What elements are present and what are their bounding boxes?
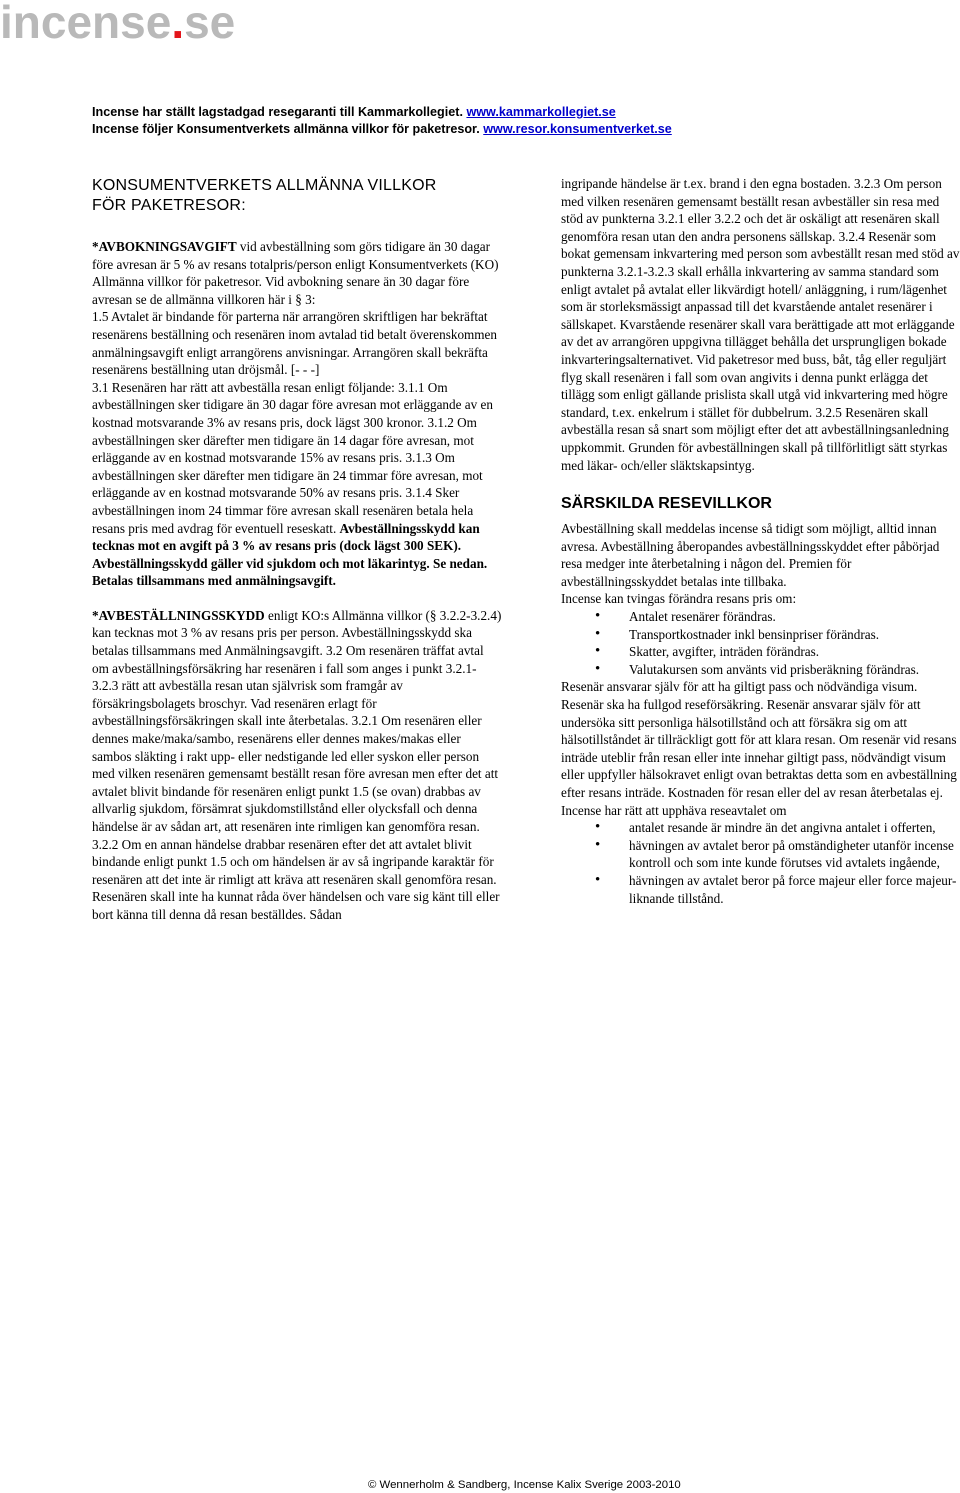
logo-dot: . <box>171 0 185 48</box>
copyright-footer: © Wennerholm & Sandberg, Incense Kalix Sverige 2003-2010 <box>368 1479 681 1491</box>
konsumentverket-text: Incense följer Konsumentverkets allmänna villkor för paketresor. <box>92 122 484 136</box>
paragraph-1-5: 1.5 Avtalet är bindande för parterna när arrangören skriftligen har bekräftat resenärens beställning och resenären inom avtalad tid betalt överenskommen anmälningsavgift enligt arrangörens anvisningar. Arrangören skall bekräfta resenärens beställning utan dröjsmål. [- - -] <box>92 309 498 378</box>
continued-paragraph: ingripande händelse är t.ex. brand i den egna bostaden. 3.2.3 Om person med vilken resenären gemensamt beställt resan avbeställer sin resa med stöd av punkterna 3.2.1 eller 3.2.2 och det är oskäligt att resenären skall genomföra resan utan den andra personens sällskap. 3.2.4 Resenär som bokat gemensam inkvartering med person som avbeställt resan med stöd av punkterna 3.2.1-3.2.3 skall erhålla inkvartering av samma standard som enligt avtalet på avtalat eller likvärdigt hotell/ anläggning, i rum/lägenhet som är storleksmässigt anpassad till det kvarstående antalet resenärer i sällskapet. Kvarstående resenärer skall vara berättigade att mot erläggande av det av arrangören uppgivna tillägget behålla det ursprungligen bokade inkvarteringsalternativet. Vid paketresor med buss, båt, tåg eller reguljärt flyg skall resenären i fall som ovan angivits i denna punkt erlägga det tillägg som enligt gällande prislista skall utgå vid inkvartering med högre standard, t.ex. enkelrum i stället för dubbelrum. 3.2.5 Resenären skall avbeställa resan så snart som möjligt efter det att avbeställningsanledning uppkommit. Grunden för avbeställningen skall på tillförlitligt sätt styrkas med läkar- och/eller släktskapsintyg. <box>561 176 960 473</box>
spacer <box>92 590 502 607</box>
paragraph-3-1 <box>92 379 502 590</box>
price-change-list <box>561 608 960 678</box>
resegaranti-text: Incense har ställt lagstadgad resegaranti till Kammarkollegiet. <box>92 105 467 119</box>
list-item: • hävningen av avtalet beror på force majeur eller force majeur- liknande tillstånd. <box>629 872 960 907</box>
list-item: • Transportkostnader inkl bensinpriser förändras. <box>629 626 960 644</box>
list-item: • hävningen av avtalet beror på omständigheter utanför incense kontroll och som inte kunde förutses vid avtalets ingående, <box>629 837 960 872</box>
konsumentverket-line <box>92 121 912 138</box>
avbokningsavgift-heading: *AVBOKNINGSAVGIFT <box>92 239 237 254</box>
logo-part2: se <box>184 0 236 48</box>
list-item: • Valutakursen som använts vid prisberäkning förändras. <box>629 661 960 679</box>
upphava-intro: Incense har rätt att upphäva reseavtalet om <box>561 802 787 818</box>
resegaranti-line <box>92 104 912 121</box>
left-column <box>92 176 502 924</box>
avbestallningsskydd-text: enligt KO:s Allmänna villkor (§ 3.2.2-3.2.4) kan tecknas mot 3 % av resans pris per person. Avbeställningsskydd ska betalas tillsammans med Anmälningsavgift. 3.2 Om resenären träffat avtal om avbeställningsförsäkring har resenären i fall som anges i punkt 3.2.1-3.2.3 rätt att avbeställa resan utan självrisk som framgår av försäkringsbolagets broschyr. Vad resenären erlagt för avbeställningsförsäkringen skall inte återbetalas. 3.2.1 Om resenären eller dennes make/maka/sambo, resenärens eller dennes makes/makas eller sambos släkting i rakt upp- eller nedstigande led eller syskon eller person med vilken resenären gemensamt beställt resan före avresan men efter det att avtalet blivit bindande för resenären enligt punkt 1.5 (se ovan) drabbas av allvarlig sjukdom, försämrat sjukdomstillstånd eller olycksfall och denna händelse är av sådan art, att resenären inte rimligen kan genomföra resan. 3.2.2 Om en annan händelse drabbar resenären efter det att avtalet blivit bindande enligt punkt 1.5 och om händelsen är av så ingripande karaktär för resenären att det inte är rimligt att kräva att resenären skall genomföra resan. Resenären skall inte ha kunnat råda över händelsen och vare sig känt till eller bort känna till denna då resan beställdes. Sådan <box>92 607 502 922</box>
avbokningsavgift-paragraph <box>92 238 502 308</box>
pass-visum-paragraph: Resenär ansvarar själv för att ha giltigt pass och nödvändiga visum. Resenär ska ha fullgod reseförsäkring. Resenär ansvarar själv för att undersöka sitt personliga hälsotillstånd och att försäkra sig om att hälsotillståndet är tillräckligt gott för att klara resan. Om resenär vid resans inträde uteblir från resan eller inte innehar giltigt pass, nödvändigt visum eller uppfyller hälsokravet enligt ovan betraktas detta som en avbeställning efter resans inträde. Kostnaden för resan eller del av resan återbetalas ej. <box>561 679 957 800</box>
list-item: • antalet resande är mindre än det angivna antalet i offerten, <box>629 819 960 837</box>
avbestallningsskydd-paragraph <box>92 607 502 924</box>
sarskilda-resevillkor-title: SÄRSKILDA RESEVILLKOR <box>561 495 772 513</box>
list-item: • Skatter, avgifter, inträden förändras. <box>629 643 960 661</box>
header-notes <box>92 104 912 138</box>
right-column <box>561 175 960 907</box>
avbokningsavgift-text: vid avbeställning som görs tidigare än 30 dagar före avresan är 5 % av resans totalpris/person enligt Konsumentverkets (KO) Allmänna villkor för paketresor. Vid avbokning senare än 30 dagar före avresan se de allmänna villkoren här i § 3: <box>92 239 499 307</box>
avbestallningsskydd-heading: *AVBESTÄLLNINGSSKYDD <box>92 607 265 623</box>
list-item: • Antalet resenärer förändras. <box>629 608 960 626</box>
title-line-2: FÖR PAKETRESOR: <box>92 197 246 214</box>
avbestallning-paragraph: Avbeställning skall meddelas incense så tidigt som möjligt, alltid innan avresa. Avbeställning åberopandes avbeställningsskyddet efter påbörjad resa medger inte återbetalning i någon del. Premien för avbeställningsskyddet betalas inte tillbaka. <box>561 521 940 589</box>
paragraph-3-1-text: 3.1 Resenären har rätt att avbeställa resan enligt följande: 3.1.1 Om avbeställningen sker tidigare än 30 dagar före avresan mot erläggande av en kostnad motsvarande 3% av resans pris, dock lägst 300 kronor. 3.1.2 Om avbeställningen sker därefter men tidigare än 14 dagar före avresan, mot erläggande av en kostnad motsvarande 15% av resans pris. 3.1.3 Om avbeställningen sker därefter men tidigare än 24 timmar före avresan, mot erläggande av en kostnad motsvarande 50% av resans pris. 3.1.4 Sker avbeställningen inom 24 timmar före avresan skall resenären betala hela resans pris med avdrag för eventuell reseskatt. <box>92 379 493 536</box>
incense-logo <box>0 0 235 50</box>
cancellation-list <box>561 819 960 907</box>
konsumentverket-link[interactable]: www.resor.konsumentverket.se <box>483 122 672 136</box>
paragraph-3-1-bold: Avbeställningsskydd kan tecknas mot en avgift på 3 % av resans pris (dock lägst 300 SEK). Avbeställningsskydd gäller vid sjukdom och mot läkarintyg. Se nedan. Betalas tillsammans med anmälningsavgift. <box>92 520 488 589</box>
document-title <box>92 176 502 216</box>
title-line-1: KONSUMENTVERKETS ALLMÄNNA VILLKOR <box>92 177 437 194</box>
kammarkollegiet-link[interactable]: www.kammarkollegiet.se <box>466 105 616 119</box>
logo-part1: incense <box>0 0 172 48</box>
pris-intro: Incense kan tvingas förändra resans pris om: <box>561 591 797 607</box>
